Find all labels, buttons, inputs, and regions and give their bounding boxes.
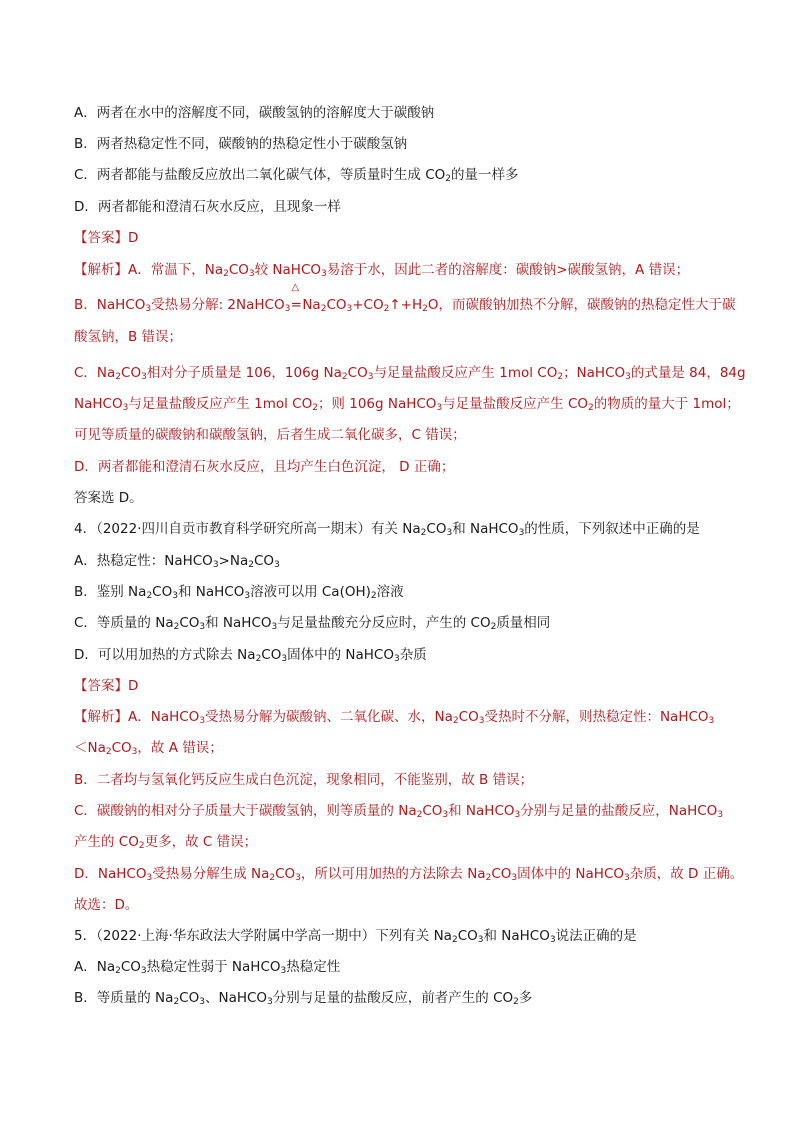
q4-answer: 【答案】D (74, 678, 139, 694)
q3-option-b: B．两者热稳定性不同，碳酸钠的热稳定性小于碳酸氢钠 (74, 136, 408, 152)
q4-stem: 4．（2022·四川自贡市教育科学研究所高一期末）有关 $Na_2CO_3$和 NaHCO$_3$的性质，下列叙述中正确的是 (74, 521, 700, 538)
q5-stem: 5．（2022·上海·华东政法大学附属中学高一期中）下列有关 $Na_2CO_3$和 NaHCO$_3$说法正确的是 (74, 928, 637, 945)
q4-explanation-a: 【解析】A．NaHCO$_3$受热易分解为碳酸钠、二氧化碳、水，$Na_2CO_3$受热时不分解，则热稳定性：NaHCO$_3$ (74, 709, 715, 726)
heating-condition-icon: △ = (290, 282, 302, 313)
q3-final-answer: 答案选 D。 (74, 490, 143, 506)
q3-option-c: C．两者都能与盐酸反应放出二氧化碳气体，等质量时生成 $CO_2$的量一样多 (74, 167, 519, 184)
q4-option-b: B．鉴别 $Na_2CO_3$和 NaHCO$_3$溶液可以用 $Ca(OH)_2$溶液 (74, 584, 404, 601)
q4-explanation-c: C．碳酸钠的相对分子质量大于碳酸氢钠，则等质量的 $Na_2CO_3$和 NaHCO$_3$分别与足量的盐酸反应，NaHCO$_3$ (74, 803, 724, 820)
q5-option-b: B．等质量的 $Na_2CO_3$、NaHCO$_3$分别与足量的盐酸反应，前者产生的 $CO_2$多 (74, 990, 533, 1007)
q3-answer: 【答案】D (74, 230, 139, 246)
q3-explanation-c-cont2: 可见等质量的碳酸钠和碳酸氢钠，后者生成二氧化碳多，C 错误； (74, 427, 466, 443)
q4-option-d: D．可以用加热的方式除去 $Na_2CO_3$固体中的 NaHCO$_3$杂质 (74, 647, 427, 664)
q4-explanation-b: B．二者均与氢氧化钙反应生成白色沉淀，现象相同，不能鉴别，故 B 错误； (74, 772, 534, 788)
q4-explanation-c-cont: 产生的 $CO_2$更多，故 C 错误； (74, 834, 258, 851)
q3-option-d: D．两者都能和澄清石灰水反应，且现象一样 (74, 199, 341, 215)
q4-explanation-d: D．NaHCO$_3$受热易分解生成 $Na_2CO_3$，所以可用加热的方法除去 $Na_2CO_3$固体中的 NaHCO$_3$杂质，故 D 正确。 (74, 866, 744, 883)
q3-explanation-c-cont: NaHCO$_3$与足量盐酸反应产生 1mol $CO_2$；则 106g NaHCO$_3$与足量盐酸反应产生 $CO_2$的物质的量大于 1mol； (74, 396, 740, 413)
q4-option-c: C．等质量的 $Na_2CO_3$和 NaHCO$_3$与足量盐酸充分反应时，产生的 $CO_2$质量相同 (74, 615, 551, 632)
q3-explanation-d: D．两者都能和澄清石灰水反应，且均产生白色沉淀， D 正确； (74, 459, 455, 475)
q3-explanation-b-cont: 酸氢钠，B 错误； (74, 329, 183, 345)
q5-option-a: A．$Na_2CO_3$热稳定性弱于 NaHCO$_3$热稳定性 (74, 959, 341, 976)
q4-explanation-a-cont: $<Na_2CO_3$，故 A 错误； (74, 740, 223, 757)
q3-option-a: A．两者在水中的溶解度不同，碳酸氢钠的溶解度大于碳酸钠 (74, 105, 435, 121)
q3-explanation-c: C．$Na_2CO_3$相对分子质量是 106，106g $Na_2CO_3$与足量盐酸反应产生 1mol $CO_2$；NaHCO$_3$的式量是 84，84g (74, 365, 746, 382)
q4-option-a: A．热稳定性：$NaHCO_3>Na_2CO_3$ (74, 553, 280, 570)
q3-explanation-a: 【解析】A．常温下，$Na_2CO_3$较 NaHCO$_3$易溶于水，因此二者的溶解度：碳酸钠>碳酸氢钠，A 错误； (74, 262, 690, 279)
q3-explanation-b: B．NaHCO$_3$受热易分解: 2NaHCO$_3$ △ $=Na_2CO_3+CO_2↑+H_2O$，而碳酸钠加热不分解，碳酸钠的热稳定性大于碳 (74, 282, 736, 314)
q4-final-answer: 故选：D。 (74, 897, 139, 913)
